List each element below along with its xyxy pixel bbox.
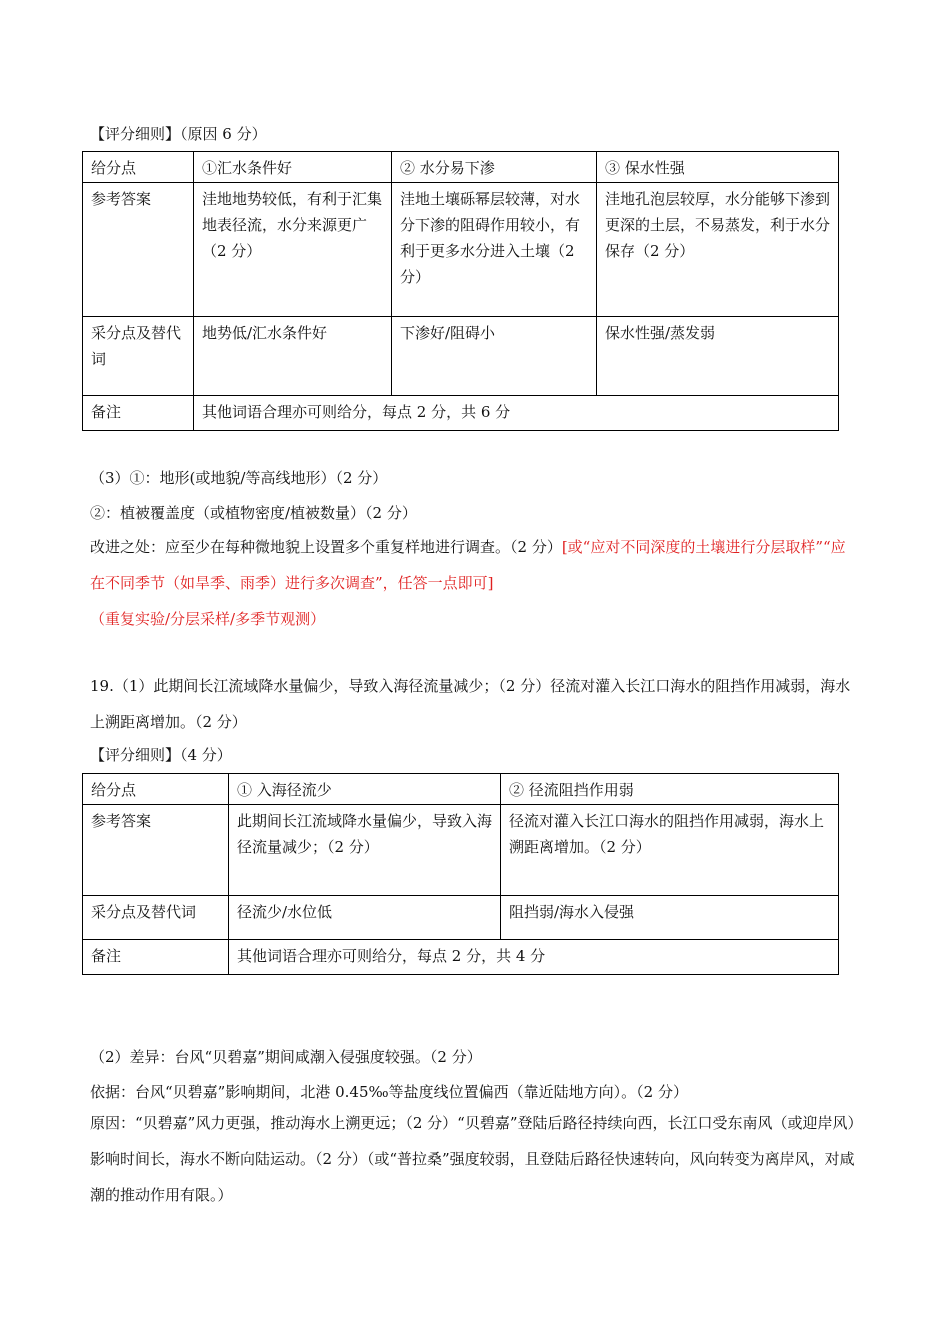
- table-row: [83, 152, 839, 183]
- answer-line: （3）①：地形(或地貌/等高线地形）（2 分）: [90, 469, 388, 487]
- table-row: [83, 183, 839, 317]
- table-cell: 备注: [83, 940, 229, 975]
- answer-line: 依据：台风“贝碧嘉”影响期间，北港 0.45‰等盐度线位置偏西（靠近陆地方向）。（2 分）: [90, 1083, 688, 1101]
- answer-line: ②：植被覆盖度（或植物密度/植被数量）（2 分）: [90, 504, 417, 522]
- table-cell: 洼地地势较低，有利于汇集地表径流，水分来源更广（2 分）: [194, 183, 392, 317]
- table-cell: ① 入海径流少: [229, 774, 501, 805]
- table-cell: 地势低/汇水条件好: [194, 317, 392, 396]
- scoring-heading-2: 【评分细则】（4 分）: [90, 746, 232, 764]
- keyword-note: （重复实验/分层采样/多季节观测）: [90, 610, 326, 628]
- scoring-table-1: [82, 151, 839, 431]
- table-row: [83, 896, 839, 940]
- scoring-heading-1: 【评分细则】（原因 6 分）: [90, 125, 267, 143]
- table-cell: ② 水分易下渗: [392, 152, 597, 183]
- table-cell: 备注: [83, 396, 194, 431]
- table-cell: 给分点: [83, 152, 194, 183]
- table-cell: 洼地土壤砾幂层较薄，对水分下渗的阻碍作用较小，有利于更多水分进入土壤（2 分）: [392, 183, 597, 317]
- table-cell: 径流对灌入长江口海水的阻挡作用减弱，海水上溯距离增加。（2 分）: [501, 805, 839, 896]
- table-row: [83, 774, 839, 805]
- table-cell: 其他词语合理亦可则给分，每点 2 分，共 6 分: [194, 396, 839, 431]
- improvement-text: 改进之处：应至少在每种微地貌上设置多个重复样地进行调查。（2 分）: [90, 538, 562, 556]
- table-row: [83, 805, 839, 896]
- table-cell: 下渗好/阻碍小: [392, 317, 597, 396]
- table-cell: ③ 保水性强: [597, 152, 839, 183]
- reason-paragraph: 原因：“贝碧嘉”风力更强，推动海水上溯更远；（2 分）“贝碧嘉”登陆后路径持续向西，长江口受东南风（或迎岸风）影响时间长，海水不断向陆运动。（2 分）（或“普拉桑”强度较弱，且登陆后路径快速转向，风向转变为离岸风，对咸潮的推动作用有限。）: [90, 1114, 855, 1204]
- table-cell: 采分点及替代词: [83, 317, 194, 396]
- scoring-table-2: [82, 773, 839, 975]
- table-cell: ①汇水条件好: [194, 152, 392, 183]
- answer-line: （2）差异：台风“贝碧嘉”期间咸潮入侵强度较强。（2 分）: [90, 1048, 482, 1066]
- table-row: [83, 940, 839, 975]
- table-row: [83, 317, 839, 396]
- table-cell: 给分点: [83, 774, 229, 805]
- q19-part1-answer: 19.（1）此期间长江流域降水量偏少，导致入海径流量减少；（2 分）径流对灌入长江口海水的阻挡作用减弱，海水上溯距离增加。（2 分）: [90, 677, 851, 731]
- table-row: [83, 396, 839, 431]
- table-cell: 径流少/水位低: [229, 896, 501, 940]
- table-cell: 此期间长江流域降水量偏少，导致入海径流量减少；（2 分）: [229, 805, 501, 896]
- table-cell: 采分点及替代词: [83, 896, 229, 940]
- table-cell: ② 径流阻挡作用弱: [501, 774, 839, 805]
- alternative-answer: [或“应对不同深度的土壤进行分层取样”“应在不同季节（如旱季、雨季）进行多次调查”，任答一点即可]: [90, 538, 846, 592]
- table-cell: 洼地孔泡层较厚，水分能够下渗到更深的土层，不易蒸发，利于水分保存（2 分）: [597, 183, 839, 317]
- table-cell: 保水性强/蒸发弱: [597, 317, 839, 396]
- table-cell: 其他词语合理亦可则给分，每点 2 分，共 4 分: [229, 940, 839, 975]
- table-cell: 参考答案: [83, 183, 194, 317]
- table-cell: 参考答案: [83, 805, 229, 896]
- table-cell: 阻挡弱/海水入侵强: [501, 896, 839, 940]
- improvement-paragraph: [90, 529, 860, 601]
